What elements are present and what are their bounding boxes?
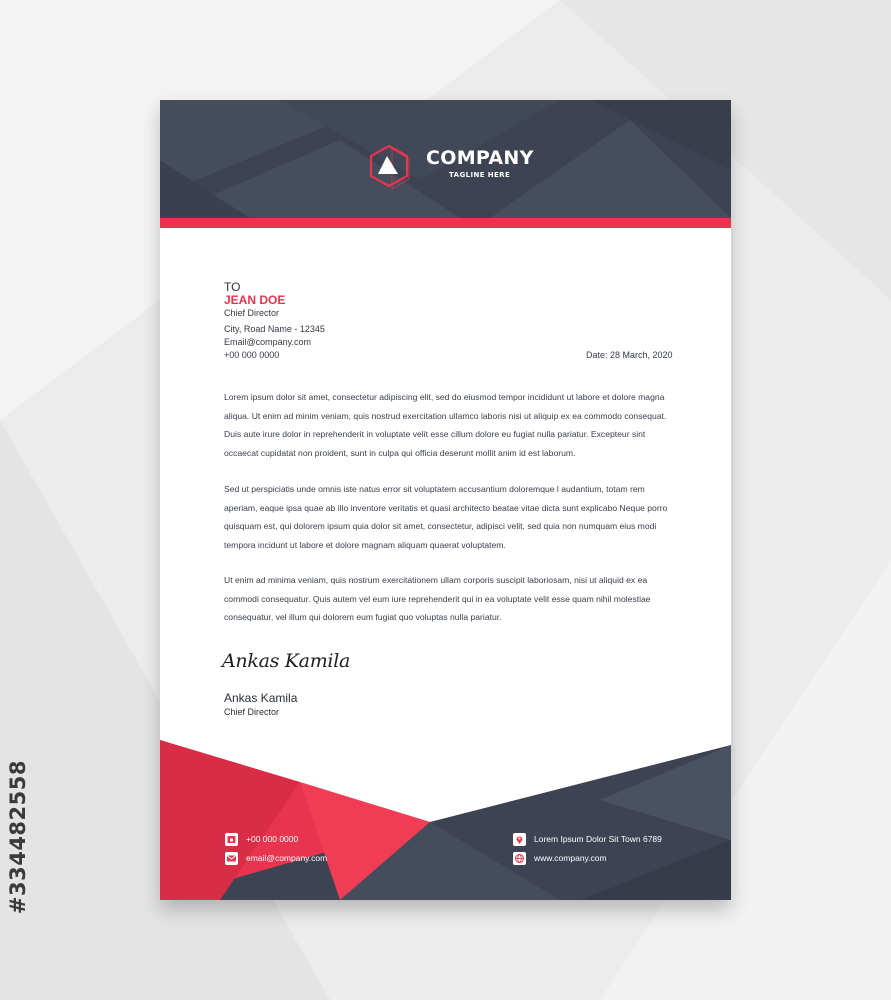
recipient-phone: +00 000 0000 [224,350,280,360]
footer-address: Lorem Ipsum Dolor Sit Town 6789 [534,834,662,844]
globe-icon [513,852,526,865]
body-paragraph: Ut enim ad minima veniam, quis nostrum exercitationem ullam corporis suscipit laboriosam, nisi ut aliquid ex ea commodi consequatur. Quis autem vel eum iure reprehenderit qui in ea voluptate velit esse quam nihil molestiae consequatur, vel illum qui dolorem eum fugiat quo voluptas nulla pariatur. [224,575,651,623]
stock-id-watermark: #334482558 [6,760,30,915]
company-name: COMPANY [426,147,534,169]
body-paragraph: Sed ut perspiciatis unde omnis iste natus error sit voluptatem accusantium doloremque l audantium, totam rem aperiam, eaque ipsa quae ab illo inventore veritatis et quasi architecto beatae vitae dicta sunt explicabo Neque porro quisquam est, qui dolorem ipsum quia dolor sit amet, consectetur, adipisci velit, sed quia non numquam eius modi tempora incidunt ut labore et dolore magnam aliquam quaerat voluptatem. [224,484,668,550]
handwritten-signature: Ankas Kamila [222,650,351,672]
mail-icon [225,852,238,865]
body-paragraph: Lorem ipsum dolor sit amet, consectetur adipiscing elit, sed do eiusmod tempor incididunt ut labore et dolore magna aliqua. Ut enim ad minim veniam, quis nostrud exercitation ullamco laboris nisi ut aliquip ex ea commodo consequat. Duis aute irure dolor in reprehenderit in voluptate velit esse cillum dolore eu fugiat nulla pariatur. Excepteur sint occaecat cupidatat non proident, sunt in culpa qui officia deserunt mollit anim id est laborum. [224,392,667,458]
recipient-email: Email@company.com [224,337,311,347]
footer-website[interactable]: www.company.com [534,853,607,863]
location-pin-icon [513,833,526,846]
footer-banner [160,740,731,900]
signer-title: Chief Director [224,707,280,717]
recipient-name: JEAN DOE [224,293,286,307]
recipient-address: City, Road Name - 12345 [224,324,325,334]
letterhead-page [160,100,731,900]
phone-icon [225,833,238,846]
to-label: TO [224,280,241,294]
letter-date: Date: 28 March, 2020 [586,350,673,360]
footer-phone: +00 000 0000 [246,834,299,844]
recipient-title: Chief Director [224,308,280,318]
hexagon-logo-icon [367,143,411,189]
signer-name: Ankas Kamila [224,691,298,705]
company-tagline: TAGLINE HERE [449,171,511,179]
footer-email[interactable]: email@company.com [246,853,328,863]
